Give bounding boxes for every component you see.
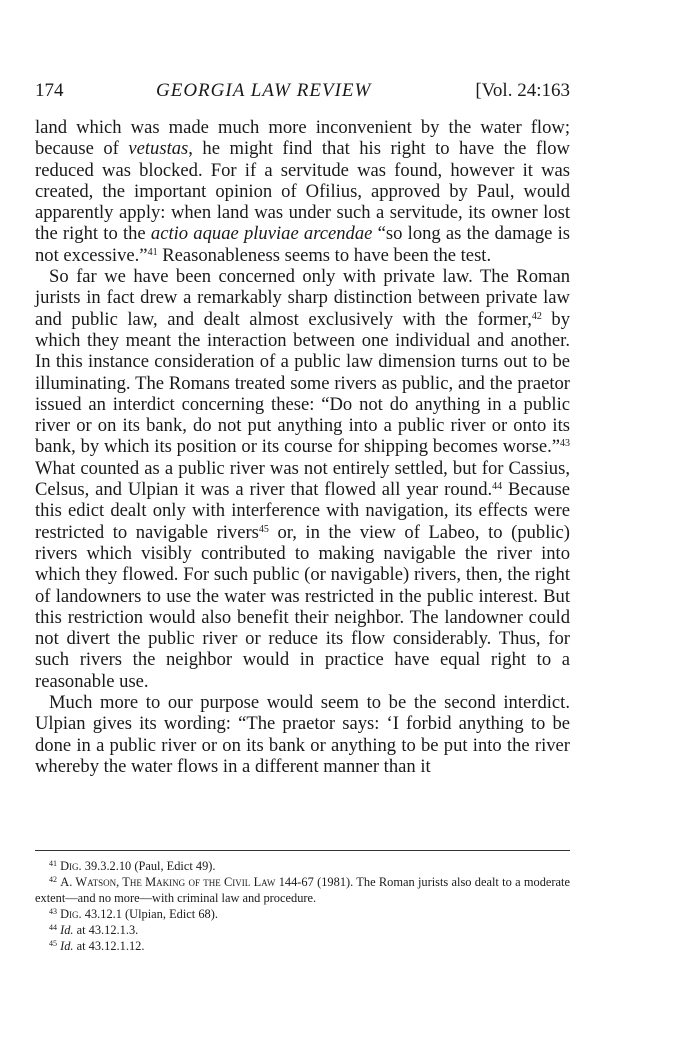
footnote-ref-45[interactable]: 45 [258,523,269,535]
text-run: by which they meant the interaction between one individual and another. In this instance consideration of a public law dimension turns out to be illuminating. The Romans treated some rivers as public, and the praetor issued an interdict concerning these: “Do not do anything in a public river or on its bank, do not put anything into a public river or onto its bank, by which its position or its course for shipping becomes worse.” [35,308,570,458]
footnote-text: 144-67 (1981). The Roman jurists also dealt to a moderate extent—and no more—with criminal law and procedure. [35,875,570,905]
footnote-43 [35,906,570,922]
footnote-number: 44 [49,923,57,932]
footnote-44 [35,922,570,938]
paragraph-3 [35,692,570,777]
footnote-45 [35,938,570,954]
text-run: , he might find that his right to have the flow reduced was blocked. For if a servitude was found, however it was created, the important opinion of Ofilius, approved by Paul, would apparently apply: when land was under such a servitude, its owner lost the right to the [35,138,570,245]
footnote-text: 43.12.1 (Ulpian, Edict 68). [81,907,218,921]
footnote-number: 43 [49,907,57,916]
footnote-ref-41[interactable]: 41 [147,246,158,258]
footnote-text: at 43.12.1.3. [73,923,139,937]
journal-title: GEORGIA LAW REVIEW [156,80,372,101]
footnote-42 [35,874,570,906]
footnote-number: 41 [49,859,57,868]
text-run: So far we have been concerned only with private law. The Roman jurists in fact drew a remarkably sharp distinction between private law and public law, and dealt almost exclusively with the former, [35,266,570,330]
footnote-number: 42 [49,875,57,884]
citation-id: Id. [60,939,74,953]
footnote-divider [35,850,570,851]
text-run: land which was made much more inconvenient by the water flow; because of [35,117,570,160]
text-run: Reasonableness seems to have been the test. [157,244,492,266]
italic-term: vetustas [128,138,189,160]
citation-source: Dig. [60,907,82,921]
text-run: or, in the view of Labeo, to (public) rivers which visibly contributed to making navigable the river into which they flowed. For such public (or navigable) rivers, then, the right of landowners to use the water was restricted in the public interest. But this restriction would also benefit their neighbor. The landowner could not divert the public river or reduce its flow considerably. Thus, for such rivers the neighbor would in practice have equal right to a reasonable use. [35,521,570,692]
footnotes [35,858,570,954]
citation-source: A. Watson, The Making of the Civil Law [60,875,276,889]
page-number: 174 [35,80,64,101]
volume-citation: [Vol. 24:163 [475,80,570,101]
footnote-number: 45 [49,939,57,948]
citation-id: Id. [60,923,74,937]
text-run: Because this edict dealt only with interference with navigation, its effects were restricted to navigable rivers [35,479,570,543]
text-run: “so long as the damage is not excessive.” [35,223,571,266]
footnote-ref-44[interactable]: 44 [492,481,503,493]
footnote-ref-43[interactable]: 43 [560,438,570,450]
paragraph-2 [35,266,570,692]
paragraph-1 [35,117,570,266]
running-header [35,80,570,102]
citation-source: Dig. [60,859,82,873]
footnote-41 [35,858,570,874]
footnote-text: at 43.12.1.12. [73,939,145,953]
text-run: What counted as a public river was not entirely settled, but for Cassius, Celsus, and Ulpian it was a river that flowed all year round. [35,457,570,501]
footnote-ref-42[interactable]: 42 [531,310,542,322]
text-run: Much more to our purpose would seem to be the second interdict. Ulpian gives its wording: “The praetor says: ‘I forbid anything to be done in a public river or on its bank or anything to be put into the river whereby the water flows in a different manner than it [35,692,570,777]
footnote-text: 39.3.2.10 (Paul, Edict 49). [81,859,216,873]
body-text [35,117,570,777]
italic-term: actio aquae pluviae arcendae [150,223,373,245]
